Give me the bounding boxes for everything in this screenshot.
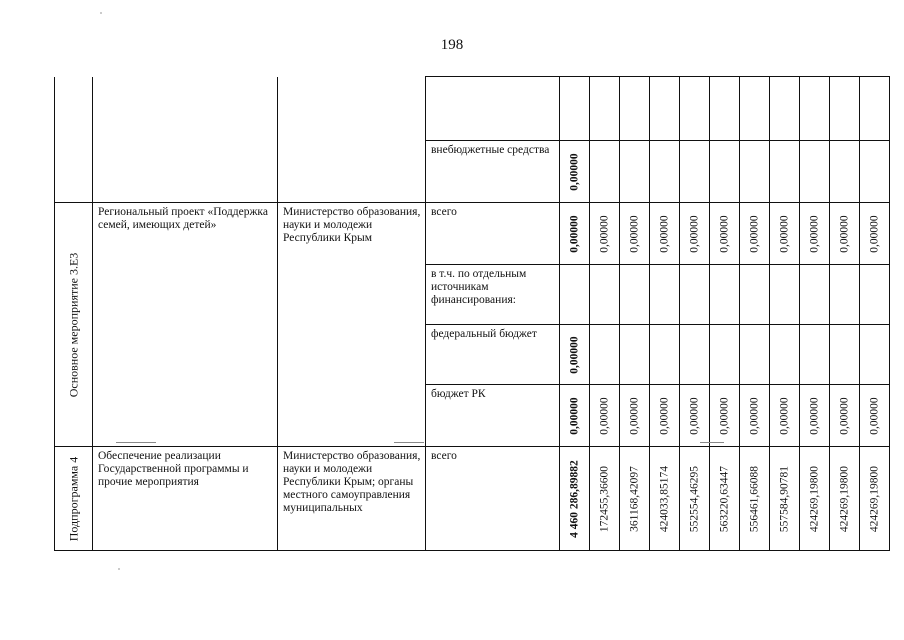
year-value: 0,00000 [748, 396, 760, 435]
table-cell [830, 141, 860, 203]
source-label: бюджет РК [431, 388, 486, 400]
year-cell [590, 447, 620, 551]
year-value: 552554,46295 [688, 465, 700, 532]
year-cell [800, 385, 830, 447]
table-cell [800, 77, 830, 141]
year-cell [860, 203, 890, 265]
subprogram-label-cell [55, 447, 93, 551]
year-value: 361168,42097 [628, 465, 640, 532]
continuation-executor-cell [278, 77, 426, 203]
subprogram-name-cell [93, 447, 278, 551]
year-value: 0,00000 [688, 214, 700, 253]
source-label: внебюджетные средства [431, 144, 550, 156]
table-cell [620, 325, 650, 385]
year-value: 0,00000 [868, 396, 880, 435]
subprogram-total-row [55, 447, 890, 551]
table-cell [560, 265, 590, 325]
table-cell [860, 77, 890, 141]
year-value: 0,00000 [778, 214, 790, 253]
measure-executor-cell [278, 203, 426, 447]
year-cell [800, 447, 830, 551]
table-cell [770, 325, 800, 385]
year-value: 424033,85174 [658, 465, 670, 532]
year-cell [740, 447, 770, 551]
total-value: 0,00000 [568, 152, 580, 191]
measure-executor: Министерство образования, науки и молодежи Республики Крым [283, 206, 421, 244]
measure-label-cell [55, 203, 93, 447]
table-cell [710, 77, 740, 141]
year-value: 0,00000 [808, 214, 820, 253]
year-cell [650, 385, 680, 447]
year-cell [710, 447, 740, 551]
year-cell [770, 447, 800, 551]
year-value: 556461,66088 [748, 465, 760, 532]
source-label: в т.ч. по отдельным источникам финансирования: [431, 268, 527, 306]
year-cell [620, 385, 650, 447]
year-value: 0,00000 [598, 214, 610, 253]
year-value: 424269,19800 [868, 465, 880, 532]
table-cell [650, 77, 680, 141]
total-value: 0,00000 [568, 396, 580, 435]
year-value: 0,00000 [838, 396, 850, 435]
budget-table [54, 76, 890, 551]
year-value: 0,00000 [748, 214, 760, 253]
year-cell [830, 385, 860, 447]
source-cell [426, 141, 560, 203]
source-label: всего [431, 206, 457, 218]
table-cell [770, 141, 800, 203]
year-cell [620, 203, 650, 265]
table-cell [830, 77, 860, 141]
year-value: 0,00000 [628, 214, 640, 253]
year-value: 0,00000 [838, 214, 850, 253]
year-cell [860, 447, 890, 551]
table-cell [680, 141, 710, 203]
table-cell [650, 325, 680, 385]
table-cell [590, 325, 620, 385]
year-cell [650, 203, 680, 265]
year-value: 0,00000 [808, 396, 820, 435]
measure-total-row [55, 203, 890, 265]
year-cell [770, 203, 800, 265]
table-cell [426, 77, 560, 141]
year-value: 172455,36600 [598, 465, 610, 532]
page-number: 198 [440, 37, 464, 53]
scan-speck [118, 568, 120, 570]
year-cell [680, 203, 710, 265]
table-cell [590, 77, 620, 141]
table-cell [800, 325, 830, 385]
table-cell [620, 77, 650, 141]
source-cell [426, 447, 560, 551]
scan-dash [394, 442, 424, 443]
table-cell [710, 325, 740, 385]
scan-dash [700, 442, 724, 443]
year-value: 557584,90781 [778, 465, 790, 532]
total-cell [560, 203, 590, 265]
year-cell [590, 203, 620, 265]
continuation-label-cell [55, 77, 93, 203]
subprogram-name: Обеспечение реализации Государственной программы и прочие мероприятия [98, 450, 249, 488]
table-cell [800, 141, 830, 203]
year-cell [740, 203, 770, 265]
source-cell [426, 385, 560, 447]
table-cell [590, 265, 620, 325]
table-cell [740, 325, 770, 385]
table-cell [680, 325, 710, 385]
year-cell [680, 447, 710, 551]
year-value: 563220,63447 [718, 465, 730, 532]
year-value: 0,00000 [658, 214, 670, 253]
total-cell [560, 325, 590, 385]
table-cell [740, 141, 770, 203]
year-cell [740, 385, 770, 447]
table-cell [860, 141, 890, 203]
table-cell [710, 265, 740, 325]
year-value: 0,00000 [718, 214, 730, 253]
year-value: 0,00000 [778, 396, 790, 435]
total-cell [560, 385, 590, 447]
year-cell [710, 385, 740, 447]
year-value: 0,00000 [658, 396, 670, 435]
table-cell [680, 265, 710, 325]
year-value: 0,00000 [718, 396, 730, 435]
measure-name: Региональный проект «Поддержка семей, имеющих детей» [98, 206, 268, 231]
year-cell [860, 385, 890, 447]
measure-name-cell [93, 203, 278, 447]
source-cell [426, 325, 560, 385]
source-cell [426, 265, 560, 325]
table-cell [560, 77, 590, 141]
year-cell [680, 385, 710, 447]
table-cell [590, 141, 620, 203]
scan-speck [100, 12, 102, 14]
year-value: 0,00000 [688, 396, 700, 435]
source-cell [426, 203, 560, 265]
total-cell [560, 447, 590, 551]
table-cell [800, 265, 830, 325]
total-value: 4 460 286,89882 [568, 459, 580, 538]
year-cell [800, 203, 830, 265]
table-cell [860, 265, 890, 325]
table-cell [830, 265, 860, 325]
year-cell [620, 447, 650, 551]
total-value: 0,00000 [568, 214, 580, 253]
source-label: федеральный бюджет [431, 328, 537, 340]
table-cell [860, 325, 890, 385]
table-cell [770, 265, 800, 325]
year-value: 424269,19800 [808, 465, 820, 532]
table-cell [650, 265, 680, 325]
subprogram-executor: Министерство образования, науки и молодежи Республики Крым; органы местного самоуправления муниципальных [283, 450, 421, 514]
table-cell [740, 265, 770, 325]
continuation-row [55, 77, 890, 141]
measure-label: Основное мероприятие 3.Е3 [66, 252, 80, 397]
year-cell [830, 203, 860, 265]
year-cell [590, 385, 620, 447]
scan-dash [116, 442, 156, 443]
year-cell [710, 203, 740, 265]
table-cell [620, 141, 650, 203]
year-value: 0,00000 [598, 396, 610, 435]
subprogram-executor-cell [278, 447, 426, 551]
year-value: 0,00000 [868, 214, 880, 253]
continuation-name-cell [93, 77, 278, 203]
year-value: 424269,19800 [838, 465, 850, 532]
subprogram-label: Подпрограмма 4 [66, 456, 80, 541]
year-cell [830, 447, 860, 551]
table-cell [680, 77, 710, 141]
year-cell [650, 447, 680, 551]
table-cell [710, 141, 740, 203]
year-value: 0,00000 [628, 396, 640, 435]
table-cell [650, 141, 680, 203]
table-cell [830, 325, 860, 385]
table-cell [620, 265, 650, 325]
total-cell [560, 141, 590, 203]
total-value: 0,00000 [568, 335, 580, 374]
source-label: всего [431, 450, 457, 462]
year-cell [770, 385, 800, 447]
table-cell [770, 77, 800, 141]
table-cell [740, 77, 770, 141]
